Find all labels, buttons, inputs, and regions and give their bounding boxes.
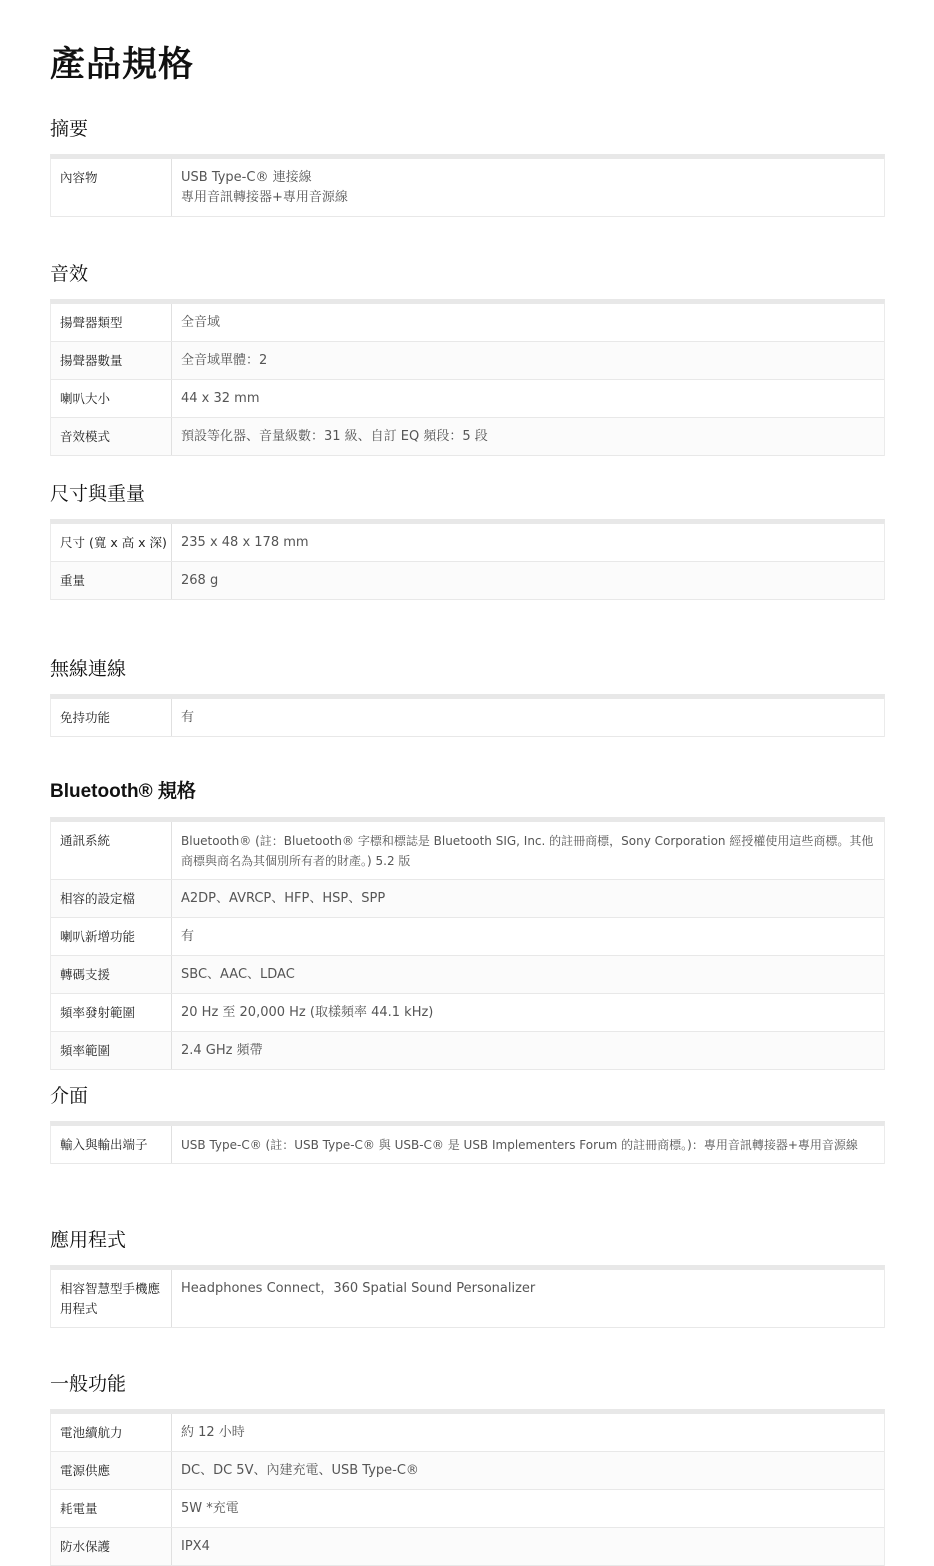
spec-label: 電池續航力 bbox=[51, 1414, 172, 1451]
spec-row bbox=[51, 699, 884, 737]
spec-label: 頻率發射範圍 bbox=[51, 994, 172, 1031]
spec-label: 揚聲器類型 bbox=[51, 304, 172, 341]
section-title: 介面 bbox=[50, 1085, 89, 1107]
spec-label: 相容智慧型手機應用程式 bbox=[51, 1270, 172, 1327]
spec-section bbox=[50, 1372, 885, 1566]
spec-value: 235 x 48 x 178 mm bbox=[181, 535, 309, 550]
spec-value: 預設等化器、音量級數：31 級、自訂 EQ 頻段：5 段 bbox=[181, 429, 488, 444]
spec-section bbox=[50, 262, 885, 456]
page-title: 產品規格 bbox=[50, 45, 195, 86]
spec-label: 轉碼支援 bbox=[51, 956, 172, 993]
spec-table bbox=[50, 1265, 885, 1328]
spec-table bbox=[50, 1121, 885, 1164]
spec-row bbox=[51, 1270, 884, 1328]
spec-row bbox=[51, 380, 884, 418]
spec-row bbox=[51, 1490, 884, 1528]
spec-row bbox=[51, 1528, 884, 1566]
spec-table bbox=[50, 154, 885, 217]
spec-section bbox=[50, 1228, 885, 1328]
spec-label: 重量 bbox=[51, 562, 172, 599]
spec-row bbox=[51, 562, 884, 600]
spec-value: 有 bbox=[181, 710, 195, 725]
spec-table bbox=[50, 694, 885, 737]
spec-value: Bluetooth® (註：Bluetooth® 字標和標誌是 Bluetooth SIG, Inc. 的註冊商標，Sony Corporation 經授權使用這些商標。其他商標與商名為其個別所有者的財產。) 5.2 版 bbox=[181, 834, 874, 868]
spec-section bbox=[50, 117, 885, 217]
spec-row bbox=[51, 994, 884, 1032]
spec-row bbox=[51, 822, 884, 880]
spec-value: DC、DC 5V、內建充電、USB Type-C® bbox=[181, 1463, 419, 1478]
spec-row bbox=[51, 342, 884, 380]
spec-section bbox=[50, 780, 885, 1070]
spec-row bbox=[51, 304, 884, 342]
spec-value: 有 bbox=[181, 929, 195, 944]
spec-value: 約 12 小時 bbox=[181, 1425, 245, 1440]
spec-value: 2.4 GHz 頻帶 bbox=[181, 1043, 263, 1058]
spec-row bbox=[51, 880, 884, 918]
section-title: 無線連線 bbox=[50, 658, 127, 680]
section-title: 尺寸與重量 bbox=[50, 483, 146, 505]
section-title: 一般功能 bbox=[50, 1373, 127, 1395]
spec-value: Headphones Connect，360 Spatial Sound Personalizer bbox=[181, 1281, 536, 1296]
section-title: Bluetooth® 規格 bbox=[50, 781, 196, 802]
spec-row bbox=[51, 1414, 884, 1452]
spec-value: USB Type-C® (註：USB Type-C® 與 USB-C® 是 USB Implementers Forum 的註冊商標。)：專用音訊轉接器+專用音源線 bbox=[181, 1138, 858, 1152]
spec-row bbox=[51, 418, 884, 456]
spec-value: 全音域單體：2 bbox=[181, 353, 268, 368]
spec-value: IPX4 bbox=[181, 1539, 210, 1554]
spec-label: 通訊系統 bbox=[51, 822, 172, 879]
spec-label: 頻率範圍 bbox=[51, 1032, 172, 1069]
spec-label: 音效模式 bbox=[51, 418, 172, 455]
spec-label: 尺寸 (寬 x 高 x 深) bbox=[51, 524, 172, 561]
spec-row bbox=[51, 524, 884, 562]
spec-section bbox=[50, 657, 885, 737]
spec-row bbox=[51, 956, 884, 994]
spec-row bbox=[51, 159, 884, 217]
spec-label: 輸入與輸出端子 bbox=[51, 1126, 172, 1163]
spec-label: 免持功能 bbox=[51, 699, 172, 736]
spec-section bbox=[50, 482, 885, 600]
spec-table bbox=[50, 519, 885, 600]
spec-label: 喇叭新增功能 bbox=[51, 918, 172, 955]
spec-section bbox=[50, 1084, 885, 1164]
spec-row bbox=[51, 1032, 884, 1070]
spec-label: 耗電量 bbox=[51, 1490, 172, 1527]
spec-row bbox=[51, 1452, 884, 1490]
section-title: 摘要 bbox=[50, 118, 89, 140]
spec-value: 44 x 32 mm bbox=[181, 391, 260, 406]
section-title: 應用程式 bbox=[50, 1229, 127, 1251]
spec-value: SBC、AAC、LDAC bbox=[181, 967, 295, 982]
spec-row bbox=[51, 918, 884, 956]
spec-table bbox=[50, 299, 885, 456]
section-title: 音效 bbox=[50, 263, 89, 285]
spec-label: 防水保護 bbox=[51, 1528, 172, 1565]
spec-value: USB Type-C® 連接線 專用音訊轉接器+專用音源線 bbox=[181, 170, 348, 205]
spec-label: 相容的設定檔 bbox=[51, 880, 172, 917]
spec-value: A2DP、AVRCP、HFP、HSP、SPP bbox=[181, 891, 386, 906]
spec-table bbox=[50, 1409, 885, 1566]
spec-label: 揚聲器數量 bbox=[51, 342, 172, 379]
spec-label: 電源供應 bbox=[51, 1452, 172, 1489]
spec-table bbox=[50, 817, 885, 1070]
spec-label: 內容物 bbox=[51, 159, 172, 216]
spec-value: 5W *充電 bbox=[181, 1501, 239, 1516]
spec-value: 全音域 bbox=[181, 315, 221, 330]
spec-label: 喇叭大小 bbox=[51, 380, 172, 417]
spec-row bbox=[51, 1126, 884, 1164]
spec-value: 268 g bbox=[181, 573, 219, 588]
spec-value: 20 Hz 至 20,000 Hz (取樣頻率 44.1 kHz) bbox=[181, 1005, 434, 1020]
